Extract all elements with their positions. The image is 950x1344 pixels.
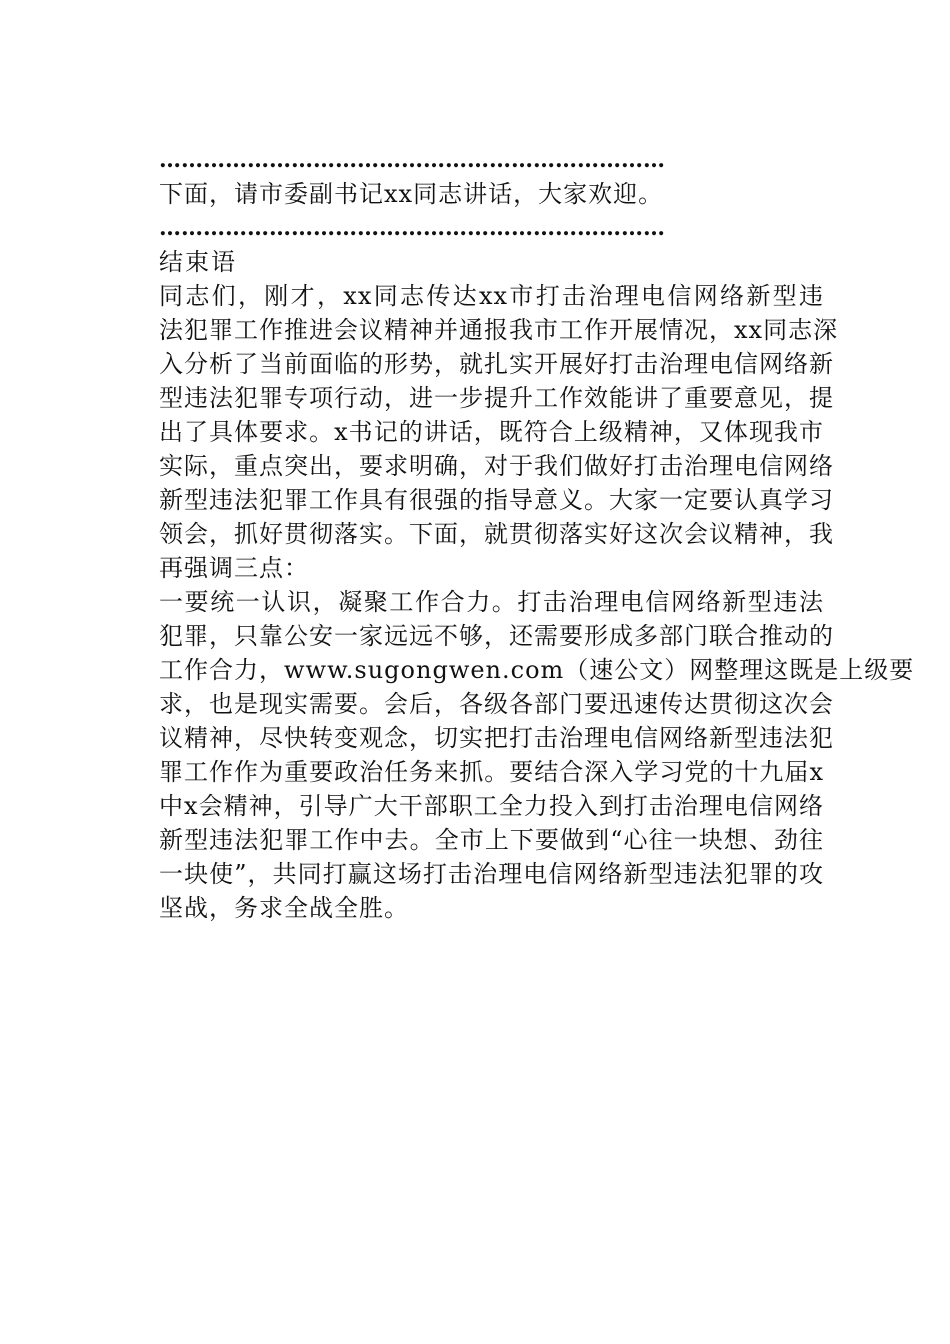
paragraph-point-one (159, 585, 915, 925)
paragraph-line: 新型违法犯罪工作中去。全市上下要做到“心往一块想、劲往 (159, 826, 824, 854)
paragraph-line: 中x会精神，引导广大干部职工全力投入到打击治理电信网络 (159, 792, 824, 820)
paragraph-line: 求，也是现实需要。会后，各级各部门要迅速传达贯彻这次会 (159, 690, 834, 718)
paragraph-line: 领会，抓好贯彻落实。下面，就贯彻落实好这次会议精神，我 (159, 520, 834, 548)
paragraph-line: 坚战，务求全战全胜。 (159, 894, 409, 922)
paragraph-line: 犯罪，只靠公安一家远远不够，还需要形成多部门联合推动的 (159, 622, 834, 650)
intro-line: 下面，请市委副书记xx同志讲话，大家欢迎。 (159, 180, 664, 208)
paragraph-line: 再强调三点： (159, 554, 309, 582)
paragraph-line: 罪工作作为重要政治任务来抓。要结合深入学习党的十九届x (159, 758, 824, 786)
paragraph-line: 实际，重点突出，要求明确，对于我们做好打击治理电信网络 (159, 452, 834, 480)
paragraph-line: 法犯罪工作推进会议精神并通报我市工作开展情况，xx同志深 (159, 316, 839, 344)
ellipsis-separator-top: …………………………………………………………… (159, 147, 665, 173)
paragraph-line: 入分析了当前面临的形势，就扎实开展好打击治理电信网络新 (159, 350, 834, 378)
paragraph-line: 议精神，尽快转变观念，切实把打击治理电信网络新型违法犯 (159, 724, 834, 752)
paragraph-line: 一要统一认识，凝聚工作合力。打击治理电信网络新型违法 (159, 588, 824, 616)
paragraph-line: 型违法犯罪专项行动，进一步提升工作效能讲了重要意见，提 (159, 384, 834, 412)
paragraph-line: 工作合力，www.sugongwen.com（速公文）网整理这既是上级要 (159, 656, 915, 684)
paragraph-line: 出了具体要求。x书记的讲话，既符合上级精神，又体现我市 (159, 418, 824, 446)
paragraph-closing-remarks (159, 279, 839, 585)
paragraph-line: 同志们，刚才，xx同志传达xx市打击治理电信网络新型违 (159, 282, 824, 310)
paragraph-line: 新型违法犯罪工作具有很强的指导意义。大家一定要认真学习 (159, 486, 834, 514)
document-body (159, 143, 915, 925)
ellipsis-separator-bottom: …………………………………………………………… (159, 215, 665, 241)
paragraph-line: 一块使”，共同打赢这场打击治理电信网络新型违法犯罪的攻 (159, 860, 824, 888)
section-heading: 结束语 (159, 248, 237, 276)
